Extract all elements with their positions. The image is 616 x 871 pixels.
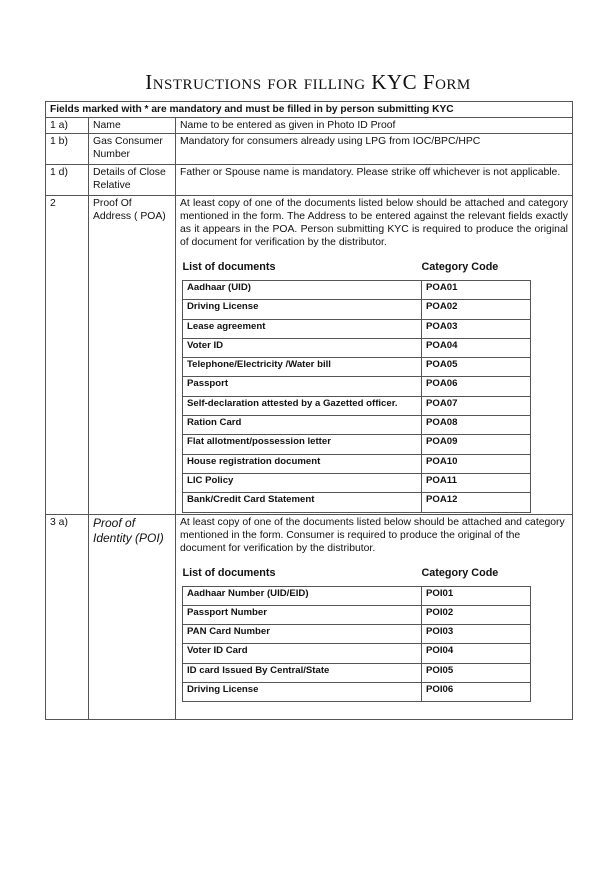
category-code: POA04	[422, 338, 531, 357]
field-instruction	[176, 514, 573, 719]
poi-instruction-text: At least copy of one of the documents listed below should be attached and category mentioned in the form. Consumer is required to produce the original of the document for verification by the distributor.	[180, 516, 565, 554]
kyc-instructions-table	[45, 101, 573, 720]
document-name: LIC Policy	[183, 473, 422, 492]
poi-document-list	[182, 567, 531, 703]
row-number: 1 b)	[46, 134, 89, 165]
header-row	[46, 102, 573, 118]
document-name: Driving License	[183, 683, 422, 702]
list-item	[183, 625, 531, 644]
table-row	[46, 118, 573, 134]
document-name: Flat allotment/possession letter	[183, 435, 422, 454]
list-item	[183, 396, 531, 415]
document-name: Aadhaar (UID)	[183, 281, 422, 300]
document-name: Passport Number	[183, 605, 422, 624]
list-item	[183, 319, 531, 338]
category-code: POI06	[422, 683, 531, 702]
document-name: Aadhaar Number (UID/EID)	[183, 586, 422, 605]
category-code: POI02	[422, 605, 531, 624]
document-name: Ration Card	[183, 416, 422, 435]
list-item	[183, 473, 531, 492]
list-item	[183, 493, 531, 512]
category-code: POA11	[422, 473, 531, 492]
category-code: POA12	[422, 493, 531, 512]
row-number: 1 a)	[46, 118, 89, 134]
row-number: 2	[46, 196, 89, 515]
category-code: POI01	[422, 586, 531, 605]
list-item	[183, 338, 531, 357]
row-number: 3 a)	[46, 514, 89, 719]
category-code: POA10	[422, 454, 531, 473]
document-name: Driving License	[183, 300, 422, 319]
list-item	[183, 300, 531, 319]
field-instruction: Father or Spouse name is mandatory. Please strike off whichever is not applicable.	[176, 165, 573, 196]
list-item	[183, 358, 531, 377]
document-name: Voter ID Card	[183, 644, 422, 663]
category-code: POI05	[422, 663, 531, 682]
table-row	[46, 514, 573, 719]
field-name: Name	[89, 118, 176, 134]
category-code: POA03	[422, 319, 531, 338]
document-name: House registration document	[183, 454, 422, 473]
list-item	[183, 605, 531, 624]
document-name: Passport	[183, 377, 422, 396]
category-code: POI03	[422, 625, 531, 644]
list-item	[183, 586, 531, 605]
poa-document-list	[182, 261, 531, 513]
document-name: Voter ID	[183, 338, 422, 357]
field-name: Proof Of Address ( POA)	[89, 196, 176, 515]
field-name: Proof of Identity (POI)	[89, 514, 176, 719]
list-item	[183, 454, 531, 473]
table-row	[46, 165, 573, 196]
category-code: POA08	[422, 416, 531, 435]
list-header: List of documents	[182, 566, 276, 579]
mandatory-note: Fields marked with * are mandatory and must be filled in by person submitting KYC	[46, 102, 573, 118]
row-number: 1 d)	[46, 165, 89, 196]
document-name: Lease agreement	[183, 319, 422, 338]
field-name: Gas Consumer Number	[89, 134, 176, 165]
field-name: Details of Close Relative	[89, 165, 176, 196]
document-name: PAN Card Number	[183, 625, 422, 644]
list-item	[183, 416, 531, 435]
category-code: POA07	[422, 396, 531, 415]
field-instruction: Name to be entered as given in Photo ID Proof	[176, 118, 573, 134]
document-name: ID card Issued By Central/State	[183, 663, 422, 682]
category-code: POA06	[422, 377, 531, 396]
poa-instruction-text: At least copy of one of the documents listed below should be attached and category mentioned in the form. The Address to be entered against the relevant fields exactly as it appears in the POA. Person submitting KYC is required to produce the original of document for verification by the distributor.	[180, 198, 568, 248]
list-item	[183, 377, 531, 396]
field-instruction: Mandatory for consumers already using LPG from IOC/BPC/HPC	[176, 134, 573, 165]
code-header: Category Code	[421, 261, 499, 273]
document-name: Self-declaration attested by a Gazetted officer.	[183, 396, 422, 415]
code-header: Category Code	[421, 566, 499, 579]
field-instruction	[176, 196, 573, 515]
table-row	[46, 134, 573, 165]
category-code: POA09	[422, 435, 531, 454]
list-item	[183, 663, 531, 682]
category-code: POA01	[422, 281, 531, 300]
list-item	[183, 683, 531, 702]
list-header: List of documents	[182, 261, 276, 273]
list-item	[183, 435, 531, 454]
list-item	[183, 281, 531, 300]
category-code: POA05	[422, 358, 531, 377]
page-title: Instructions for filling KYC Form	[145, 70, 471, 94]
list-item	[183, 644, 531, 663]
category-code: POA02	[422, 300, 531, 319]
document-name: Telephone/Electricity /Water bill	[183, 358, 422, 377]
table-row	[46, 196, 573, 515]
document-name: Bank/Credit Card Statement	[183, 493, 422, 512]
category-code: POI04	[422, 644, 531, 663]
